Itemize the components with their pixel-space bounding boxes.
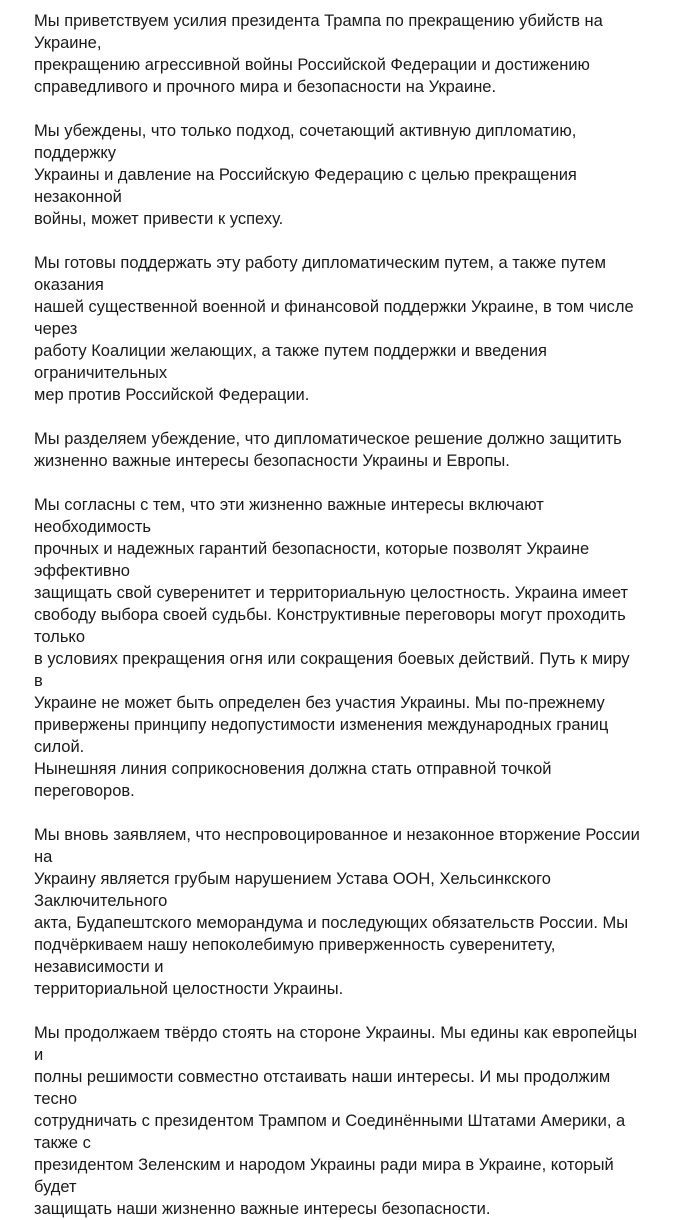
- paragraph-4: Мы разделяем убеждение, что дипломатическое решение должно защитить жизненно важные интересы безопасности Украины и Европы.: [34, 430, 622, 470]
- paragraph-2: Мы убеждены, что только подход, сочетающий активную дипломатию, поддержку Украины и давление на Российскую Федерацию с целью прекращения незаконной войны, может привести к успеху.: [34, 122, 577, 228]
- paragraph-6: Мы вновь заявляем, что неспровоцированное и незаконное вторжение России на Украину является грубым нарушением Устава ООН, Хельсинкского Заключительного акта, Будапештского меморандума и последующих обязательств России. Мы подчёркиваем нашу непоколебимую приверженность суверенитету, независимости и территориальной целостности Украины.: [34, 826, 640, 998]
- paragraph-7: Мы продолжаем твёрдо стоять на стороне Украины. Мы едины как европейцы и полны решимости совместно отстаивать наши интересы. И мы продолжим тесно сотрудничать с президентом Трампом и Соединёнными Штатами Америки, а также с президентом Зеленским и народом Украины ради мира в Украине, который будет защищать наши жизненно важные интересы безопасности.: [34, 1024, 638, 1218]
- paragraph-3: Мы готовы поддержать эту работу дипломатическим путем, а также путем оказания нашей существенной военной и финансовой поддержки Украине, в том числе через работу Коалиции желающих, а также путем поддержки и введения ограничительных мер против Российской Федерации.: [34, 254, 634, 404]
- paragraph-5: Мы согласны с тем, что эти жизненно важные интересы включают необходимость прочных и надежных гарантий безопасности, которые позволят Украине эффективно защищать свой суверенитет и территориальную целостность. Украина имеет свободу выбора своей судьбы. Конструктивные переговоры могут проходить только в условиях прекращения огня или сокращения боевых действий. Путь к миру в Украине не может быть определен без участия Украины. Мы по-прежнему привержены принципу недопустимости изменения международных границ силой. Нынешняя линия соприкосновения должна стать отправной точкой переговоров.: [34, 496, 630, 800]
- paragraph-1: Мы приветствуем усилия президента Трампа по прекращению убийств на Украине, прекращению агрессивной войны Российской Федерации и достижению справедливого и прочного мира и безопасности на Украине.: [34, 12, 603, 96]
